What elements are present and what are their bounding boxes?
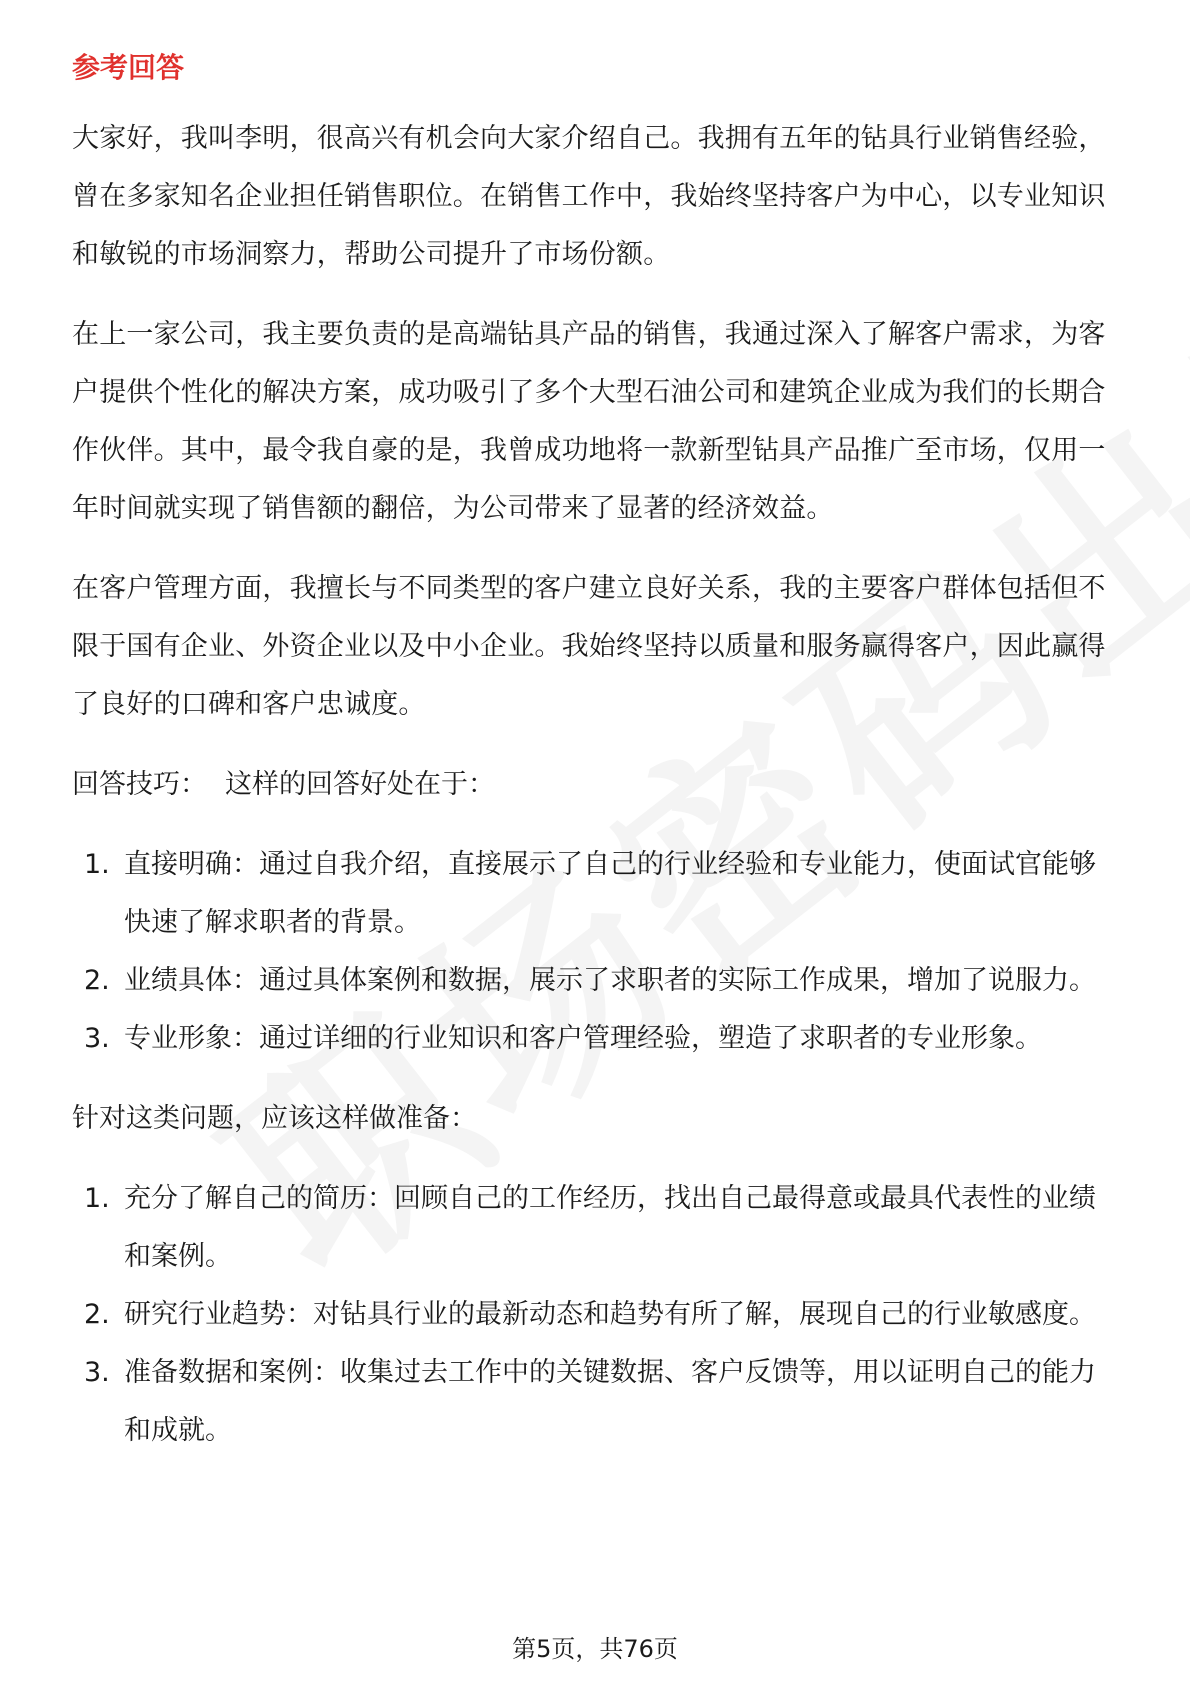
paragraph-experience: 在上一家公司，我主要负责的是高端钻具产品的销售，我通过深入了解客户需求，为客户提供个性化的解决方案，成功吸引了多个大型石油公司和建筑企业成为我们的长期合作伙伴。其中，最令我自豪的是，我曾成功地将一款新型钻具产品推广至市场，仅用一年时间就实现了销售额的翻倍，为公司带来了显著的经济效益。 bbox=[72, 319, 1106, 524]
tips-heading bbox=[72, 756, 1118, 814]
list-number: 2. bbox=[84, 1299, 110, 1330]
list-number: 3. bbox=[84, 1023, 110, 1054]
tips-list bbox=[72, 836, 1118, 1068]
list-text: 充分了解自己的简历：回顾自己的工作经历，找出自己最得意或最具代表性的业绩和案例。 bbox=[124, 1183, 1096, 1272]
list-text: 研究行业趋势：对钻具行业的最新动态和趋势有所了解，展现自己的行业敏感度。 bbox=[124, 1299, 1096, 1330]
paragraph-intro: 大家好，我叫李明，很高兴有机会向大家介绍自己。我拥有五年的钻具行业销售经验，曾在多家知名企业担任销售职位。在销售工作中，我始终坚持客户为中心，以专业知识和敏锐的市场洞察力，帮助公司提升了市场份额。 bbox=[72, 123, 1106, 270]
tips-label: 回答技巧： bbox=[72, 769, 207, 800]
list-text: 专业形象：通过详细的行业知识和客户管理经验，塑造了求职者的专业形象。 bbox=[124, 1023, 1042, 1054]
list-item bbox=[72, 1170, 1118, 1286]
list-number: 1. bbox=[84, 849, 110, 880]
list-item bbox=[72, 952, 1118, 1010]
section-title: 参考回答 bbox=[72, 51, 185, 84]
list-number: 3. bbox=[84, 1357, 110, 1388]
paragraph-client-management: 在客户管理方面，我擅长与不同类型的客户建立良好关系，我的主要客户群体包括但不限于国有企业、外资企业以及中小企业。我始终坚持以质量和服务赢得客户，因此赢得了良好的口碑和客户忠诚度。 bbox=[72, 573, 1106, 720]
document-page bbox=[72, 48, 1118, 1482]
list-item bbox=[72, 1344, 1118, 1460]
tips-text: 这样的回答好处在于： bbox=[225, 769, 495, 800]
list-text: 准备数据和案例：收集过去工作中的关键数据、客户反馈等，用以证明自己的能力和成就。 bbox=[124, 1357, 1096, 1446]
page-footer: 第5页，共76页 bbox=[512, 1635, 678, 1663]
list-item bbox=[72, 1286, 1118, 1344]
prep-heading: 针对这类问题，应该这样做准备： bbox=[72, 1103, 477, 1134]
list-item bbox=[72, 836, 1118, 952]
list-text: 直接明确：通过自我介绍，直接展示了自己的行业经验和专业能力，使面试官能够快速了解求职者的背景。 bbox=[124, 849, 1096, 938]
list-text: 业绩具体：通过具体案例和数据，展示了求职者的实际工作成果，增加了说服力。 bbox=[124, 965, 1096, 996]
list-number: 2. bbox=[84, 965, 110, 996]
prep-list bbox=[72, 1170, 1118, 1460]
list-number: 1. bbox=[84, 1183, 110, 1214]
list-item bbox=[72, 1010, 1118, 1068]
